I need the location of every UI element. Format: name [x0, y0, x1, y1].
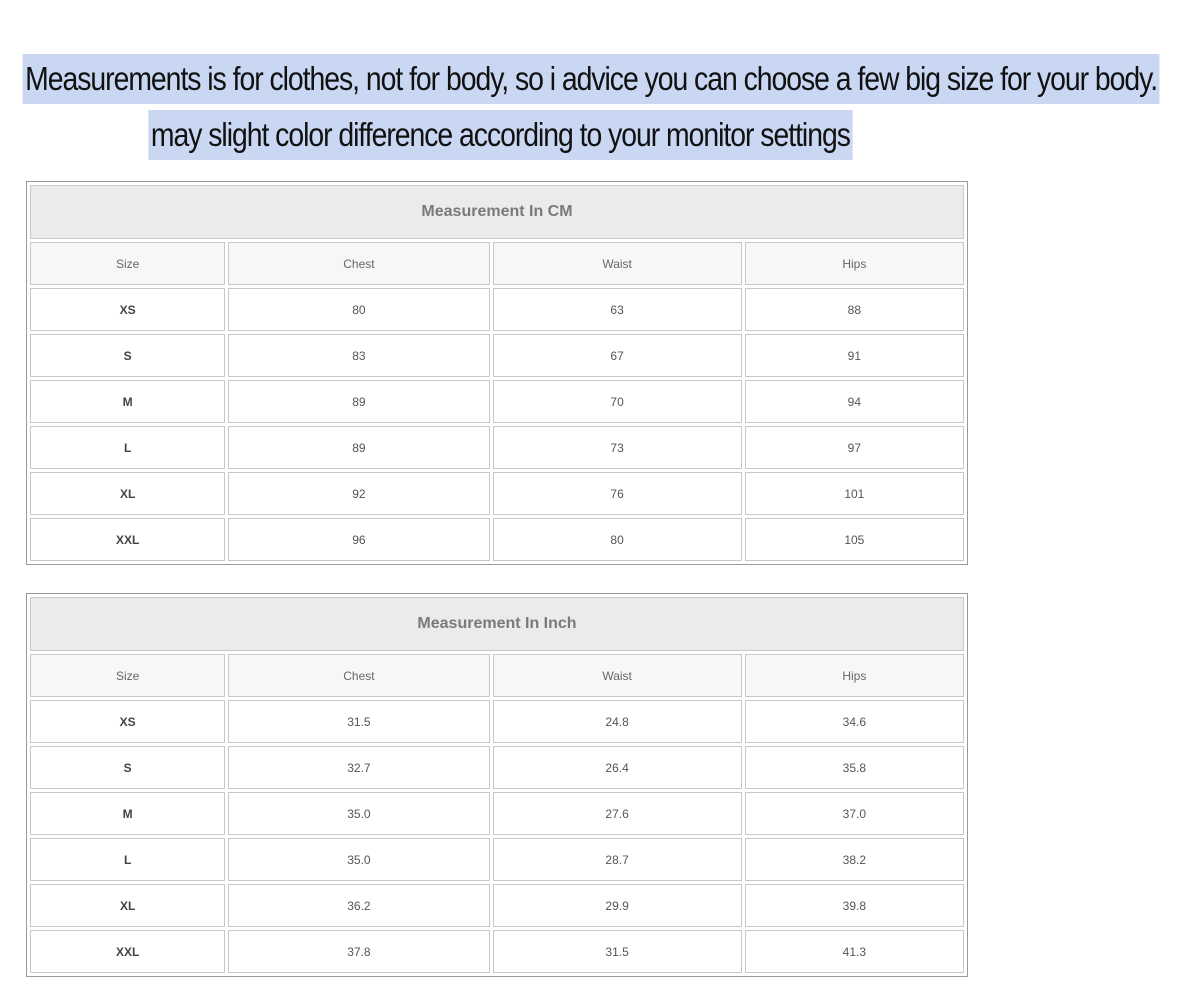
table-row [30, 930, 964, 973]
waist-cell: 67 [493, 334, 742, 377]
table-row [30, 838, 964, 881]
hips-cell: 39.8 [745, 884, 964, 927]
waist-cell: 31.5 [493, 930, 742, 973]
waist-cell: 27.6 [493, 792, 742, 835]
header-waist: Waist [493, 654, 742, 697]
chest-cell: 83 [228, 334, 489, 377]
chest-cell: 37.8 [228, 930, 489, 973]
header-size: Size [30, 654, 225, 697]
table-row [30, 700, 964, 743]
chest-cell: 96 [228, 518, 489, 561]
header-row [30, 654, 964, 697]
waist-cell: 73 [493, 426, 742, 469]
table-row [30, 792, 964, 835]
size-cell: M [30, 792, 225, 835]
size-cell: L [30, 838, 225, 881]
table-title: Measurement In CM [30, 185, 964, 239]
size-cell: M [30, 380, 225, 423]
hips-cell: 41.3 [745, 930, 964, 973]
hips-cell: 101 [745, 472, 964, 515]
table-row [30, 472, 964, 515]
waist-cell: 76 [493, 472, 742, 515]
chest-cell: 35.0 [228, 838, 489, 881]
waist-cell: 80 [493, 518, 742, 561]
table-row [30, 518, 964, 561]
hips-cell: 37.0 [745, 792, 964, 835]
size-cell: XL [30, 884, 225, 927]
chest-cell: 32.7 [228, 746, 489, 789]
header-size: Size [30, 242, 225, 285]
size-cell: S [30, 746, 225, 789]
table-row [30, 426, 964, 469]
chest-cell: 89 [228, 380, 489, 423]
chest-cell: 31.5 [228, 700, 489, 743]
hips-cell: 34.6 [745, 700, 964, 743]
chest-cell: 36.2 [228, 884, 489, 927]
hips-cell: 35.8 [745, 746, 964, 789]
waist-cell: 70 [493, 380, 742, 423]
size-cell: XXL [30, 930, 225, 973]
size-table-cm [26, 181, 968, 565]
chest-cell: 89 [228, 426, 489, 469]
hips-cell: 94 [745, 380, 964, 423]
chest-cell: 92 [228, 472, 489, 515]
size-cell: S [30, 334, 225, 377]
table-row [30, 884, 964, 927]
header-hips: Hips [745, 242, 964, 285]
hips-cell: 38.2 [745, 838, 964, 881]
sizing-notice [0, 54, 1158, 166]
hips-cell: 91 [745, 334, 964, 377]
hips-cell: 97 [745, 426, 964, 469]
header-chest: Chest [228, 242, 489, 285]
waist-cell: 28.7 [493, 838, 742, 881]
notice-line-2: may slight color difference according to your monitor settings [148, 110, 852, 160]
header-chest: Chest [228, 654, 489, 697]
table-row [30, 380, 964, 423]
notice-line-1: Measurements is for clothes, not for body, so i advice you can choose a few big size for your body. [23, 54, 1160, 104]
table-row [30, 288, 964, 331]
waist-cell: 63 [493, 288, 742, 331]
hips-cell: 88 [745, 288, 964, 331]
header-waist: Waist [493, 242, 742, 285]
chest-cell: 35.0 [228, 792, 489, 835]
table-row [30, 334, 964, 377]
size-cell: XS [30, 700, 225, 743]
table-title: Measurement In Inch [30, 597, 964, 651]
size-table-inch [26, 593, 968, 977]
waist-cell: 24.8 [493, 700, 742, 743]
waist-cell: 29.9 [493, 884, 742, 927]
size-cell: XL [30, 472, 225, 515]
chest-cell: 80 [228, 288, 489, 331]
size-cell: XS [30, 288, 225, 331]
header-row [30, 242, 964, 285]
hips-cell: 105 [745, 518, 964, 561]
size-cell: XXL [30, 518, 225, 561]
header-hips: Hips [745, 654, 964, 697]
waist-cell: 26.4 [493, 746, 742, 789]
size-cell: L [30, 426, 225, 469]
table-row [30, 746, 964, 789]
